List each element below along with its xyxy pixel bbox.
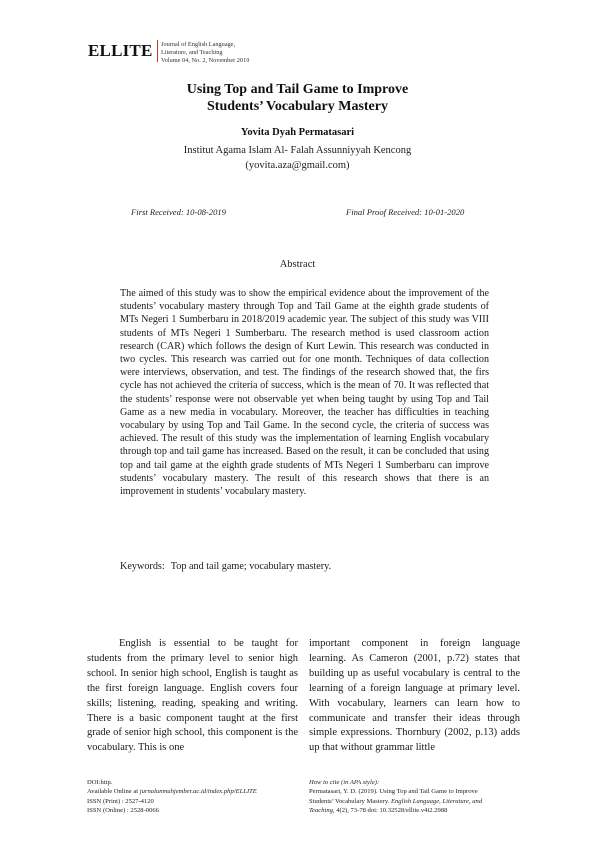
title-line: Students’ Vocabulary Mastery: [207, 99, 388, 114]
body-paragraph: English is essential to be taught for students from the primary level to senior high school. In senior high school, English is taught as the first foreign language. English covers four skills; listening, reading, speaking and writing. There is a basic component taught at the first grade of senior high school, this component is the vocabulary. This is one: [87, 638, 298, 754]
cite-journal-name: English Language, Literature, and: [390, 797, 483, 805]
available-online: [87, 787, 257, 796]
keywords-value: Top and tail game; vocabulary mastery.: [170, 561, 332, 572]
journal-meta-line: Volume 04, No. 2, November 2019: [161, 57, 250, 64]
paper-title: [0, 81, 595, 115]
author-affiliation: [0, 143, 595, 173]
journal-meta-line: Journal of English Language,: [161, 41, 236, 48]
issn-print: ISSN (Print) : 2527-4120: [87, 797, 154, 805]
title-line: Using Top and Tail Game to Improve: [186, 82, 409, 97]
final-proof-date: Final Proof Received: 10-01-2020: [346, 207, 465, 217]
cite-journal-name: Teaching,: [309, 807, 335, 815]
author-email: (yovita.aza@gmail.com): [245, 160, 350, 171]
footer-citation: [309, 778, 524, 816]
body-column-left: [87, 637, 298, 756]
journal-url-link[interactable]: jurnalunmuhjember.ac.id/index.php/ELLITE: [139, 788, 257, 796]
author-name: Yovita Dyah Permatasari: [240, 127, 355, 138]
cite-text: Students’ Vocabulary Mastery.: [309, 797, 391, 805]
header-divider: [157, 40, 158, 62]
doi-text: DOI:http.: [87, 779, 113, 786]
first-received-date: First Received: 10-08-2019: [131, 207, 226, 217]
cite-text: 4(2), 73-78 doi: 10.32528/ellite.v4i2.2988: [334, 807, 448, 815]
abstract-text: The aimed of this study was to show the empirical evidence about the improvement of the students’ vocabulary mastery through Top and Tail Game at the eighth grade students of MTs Negeri 1 Sumberbaru in 2018/2019 academic year. The subject of this study was VIII students of MTs Negeri 1 Sumberbaru. The research method is used classroom action research (CAR) which follows the design of Kurt Lewin. This research was conducted in two cycles. This research was carried out for one month. Techniques of data collection were interviews, observation, and test. The findings of the research showed that, the firs cycle has not achieved the criteria of success, which is the mean of 70. It was reflected that the students’ response were not observable yet when being taught by using Top and Tail Game as a new media in vocabulary. Moreover, the teacher has difficulties in teaching vocabulary by using Top and Tail Game. In the second cycle, the criteria of success was achieved. The result of this study was the implementation of learning English vocabulary through top and tail game has increased. Based on the result, it can be concluded that using top and tail game at the eighth grade students of MTs Negeri 1 Sumberbaru can improve students’ vocabulary mastery. The result of this research shows that there is an improvement in students’ vocabulary mastery.: [120, 288, 489, 498]
institution: Institut Agama Islam Al- Falah Assunniyyah Kencong: [183, 145, 412, 156]
keywords-label: Keywords:: [120, 561, 165, 572]
journal-logo: ELLITE: [88, 41, 153, 60]
issn-online: ISSN (Online) : 2528-0066: [87, 807, 159, 815]
keywords: [120, 561, 331, 572]
body-column-right: [309, 637, 520, 756]
cite-line: Permatasari, Y. D. (2019). Using Top and Tail Game to Improve: [309, 788, 478, 796]
available-prefix: Available Online at: [87, 788, 140, 796]
cite-line: [309, 797, 524, 806]
abstract-heading: Abstract: [279, 259, 316, 270]
footer-publication-info: [87, 778, 257, 816]
body-paragraph: important component in foreign language learning. As Cameron (2001, p.72) states that building up as useful vocabulary is central to the learning of a foreign language at primary level. With vocabulary, learners can learn how to communicate and transfer their ideas through simple expressions. Thornbury (2002, p.13) adds up that without grammar little: [309, 638, 520, 754]
cite-heading: How to cite (in APA style):: [309, 779, 380, 786]
cite-line: [309, 806, 524, 815]
journal-meta-line: Literature, and Teaching: [161, 49, 223, 56]
journal-meta: [161, 41, 249, 65]
